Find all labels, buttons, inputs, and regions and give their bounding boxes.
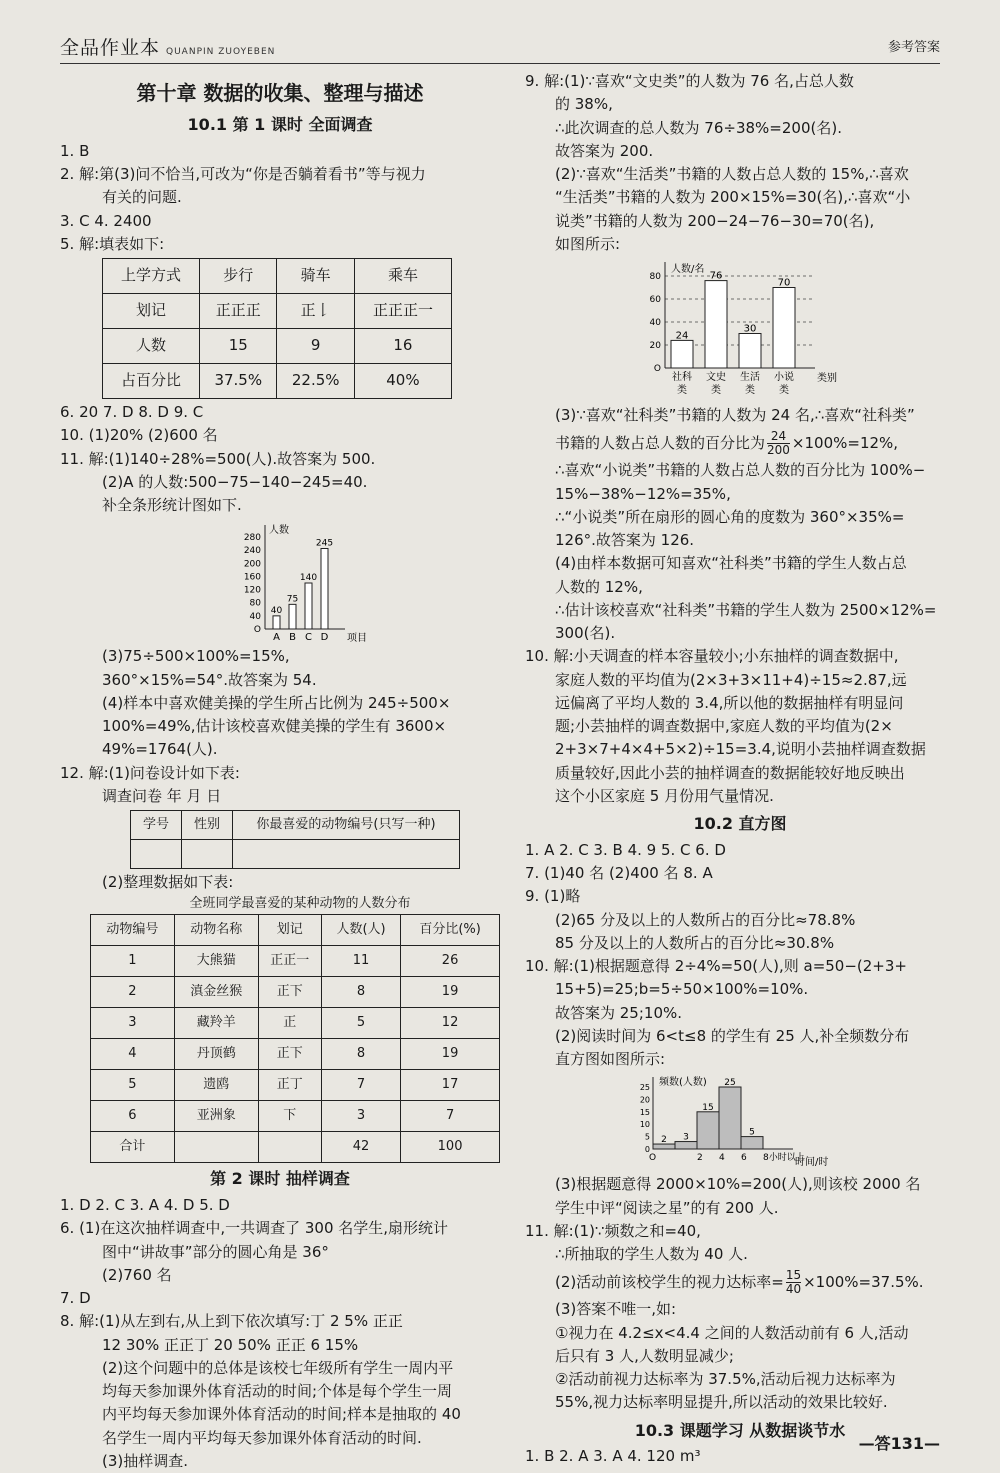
section-label: 参考答案 bbox=[887, 40, 940, 55]
table-cell: 划记 bbox=[103, 294, 200, 329]
table-cell: 人数 bbox=[103, 329, 200, 364]
answer-line: 2+3×7+4×4+5×2)÷15=3.4,说明小芸抽样调查数据 bbox=[555, 740, 926, 759]
y-tick-label: O bbox=[653, 364, 661, 374]
x-tick-label: A bbox=[273, 632, 280, 644]
y-tick-label: 25 bbox=[639, 1083, 650, 1093]
data-label: 30 bbox=[743, 323, 757, 335]
table-cell: 藏羚羊 bbox=[174, 1008, 258, 1039]
y-tick-label: 40 bbox=[649, 318, 661, 328]
data-label: 25 bbox=[724, 1078, 736, 1089]
y-tick-label: 20 bbox=[639, 1095, 650, 1105]
bar bbox=[273, 616, 280, 629]
x-tick-label: 小说 bbox=[774, 372, 794, 383]
table-cell: 下 bbox=[258, 1101, 321, 1132]
table-cell: 16 bbox=[354, 329, 451, 364]
x-tick-label: 6 bbox=[741, 1153, 747, 1164]
answer-line: (2)760 名 bbox=[102, 1265, 172, 1284]
y-axis-label: 频数(人数) bbox=[659, 1077, 707, 1089]
answer-line: 3. C 4. 2400 bbox=[60, 211, 152, 230]
table-cell: 划记 bbox=[258, 915, 321, 946]
x-tick-label: C bbox=[305, 632, 312, 644]
answer-line: (2)这个问题中的总体是该校七年级所有学生一周内平 bbox=[102, 1358, 454, 1377]
answer-line: 直方图如图所示: bbox=[555, 1050, 666, 1069]
table-row bbox=[131, 840, 460, 869]
x-tick-label: O bbox=[649, 1153, 657, 1164]
data-label: 75 bbox=[286, 594, 299, 605]
x-tick-label: 文史 bbox=[706, 372, 726, 383]
right-column bbox=[525, 70, 955, 1469]
table-cell: 26 bbox=[401, 946, 500, 977]
answer-line: 300(名). bbox=[555, 624, 616, 642]
answer-line: (2)阅读时间为 6<t≤8 的学生有 25 人,补全频数分布 bbox=[555, 1026, 910, 1045]
table-row bbox=[91, 1008, 500, 1039]
answer-line: 有关的问题. bbox=[102, 188, 182, 207]
answer-line: 85 分及以上的人数所占的百分比≈30.8% bbox=[555, 933, 835, 952]
y-tick-label: 10 bbox=[639, 1120, 650, 1130]
table-cell: 乘车 bbox=[354, 259, 451, 294]
answer-line: 均每天参加课外体育活动的时间;个体是每个学生一周 bbox=[102, 1382, 453, 1401]
answer-line: ①视力在 4.2≤x<4.4 之间的人数活动前有 6 人,活动 bbox=[555, 1323, 909, 1342]
answer-line: 后只有 3 人,人数明显减少; bbox=[555, 1346, 734, 1365]
answer-line: 12 30% 正正丁 20 50% 正正 6 15% bbox=[102, 1335, 359, 1354]
y-tick-label: 40 bbox=[249, 612, 261, 623]
table-cell: 大熊猫 bbox=[174, 946, 258, 977]
answer-line: 10. (1)20% (2)600 名 bbox=[60, 426, 218, 445]
answer-line: 1. A 2. C 3. B 4. 9 5. C 6. D bbox=[525, 840, 726, 859]
table-cell: 动物编号 bbox=[91, 915, 175, 946]
data-label: 2 bbox=[661, 1135, 667, 1146]
table-cell: 占百分比 bbox=[103, 364, 200, 399]
x-axis-label: 项目 bbox=[347, 633, 367, 645]
answer-line: 故答案为 200. bbox=[555, 141, 654, 160]
data-label: 140 bbox=[299, 573, 318, 584]
table-cell bbox=[182, 840, 233, 869]
x-tick-label: 生活 bbox=[740, 372, 760, 383]
table-cell: 3 bbox=[91, 1008, 175, 1039]
answer-line: 10. 解:(1)根据题意得 2÷4%=50(人),则 a=50−(2+3+ bbox=[525, 957, 907, 976]
answer-line: 学生中评“阅读之星”的有 200 人. bbox=[555, 1198, 779, 1217]
data-label: 24 bbox=[675, 330, 689, 342]
answer-line: 题;小芸抽样的调查数据中,家庭人数的平均值为(2× bbox=[555, 717, 893, 735]
table-cell: 正下 bbox=[258, 977, 321, 1008]
answer-line: 名学生一周内平均每天参加课外体育活动的时间. bbox=[102, 1428, 422, 1447]
table-cell: 正丁 bbox=[258, 1070, 321, 1101]
book-title: 全品作业本 QUANPIN ZUOYEBEN bbox=[60, 37, 276, 59]
y-axis-label: 人数 bbox=[269, 525, 289, 537]
x-tick-label: 类 bbox=[711, 385, 721, 396]
table-cell: 9 bbox=[277, 329, 354, 364]
table-cell: 亚洲象 bbox=[174, 1101, 258, 1132]
y-tick-label: 0 bbox=[644, 1145, 650, 1155]
y-tick-label: 5 bbox=[644, 1132, 650, 1142]
section-title-lesson-2: 第 2 课时 抽样调查 bbox=[210, 1169, 350, 1189]
table-cell: 11 bbox=[321, 946, 400, 977]
bar bbox=[305, 583, 312, 629]
answer-line: ∴喜欢“小说类”书籍的人数占总人数的百分比为 100%− bbox=[555, 461, 926, 480]
answer-line: (2)∵喜欢“生活类”书籍的人数占总人数的 15%,∴喜欢 bbox=[555, 165, 909, 183]
bar bbox=[671, 340, 693, 368]
y-tick-label: 200 bbox=[243, 559, 261, 570]
answer-line: 人数的 12%, bbox=[555, 577, 643, 596]
data-label: 5 bbox=[749, 1127, 755, 1138]
answer-line: ∴“小说类”所在扇形的圆心角的度数为 360°×35%= bbox=[555, 507, 905, 526]
table-cell bbox=[131, 840, 182, 869]
x-tick-label: B bbox=[289, 632, 296, 644]
table-row bbox=[131, 811, 460, 840]
x-tick-label: 类 bbox=[677, 385, 687, 396]
answer-line: 故答案为 25;10%. bbox=[555, 1003, 683, 1022]
answer-line: (2)活动前该校学生的视力达标率= $\frac{15}{40}$ ×100%=37.5%. bbox=[555, 1268, 924, 1297]
table-cell: 步行 bbox=[200, 259, 277, 294]
answer-line: (4)样本中喜欢健美操的学生所占比例为 245÷500× bbox=[102, 693, 451, 712]
answer-line: 11. 解:(1)∵频数之和=40, bbox=[525, 1221, 701, 1240]
table-caption: 全班同学最喜爱的某种动物的人数分布 bbox=[189, 896, 411, 912]
table-cell: 6 bbox=[91, 1101, 175, 1132]
answer-line: (4)由样本数据可知喜欢“社科类”书籍的学生人数占总 bbox=[555, 554, 907, 573]
section-title-10-1: 10.1 第 1 课时 全面调查 bbox=[187, 115, 373, 134]
x-tick-label: 4 bbox=[719, 1153, 725, 1164]
answer-line: 图中“讲故事”部分的圆心角是 36° bbox=[102, 1242, 329, 1261]
answer-line: 这个小区家庭 5 月份用气量情况. bbox=[555, 786, 774, 805]
answer-line: (3)抽样调查. bbox=[102, 1451, 189, 1470]
answer-line: 的 38%, bbox=[555, 95, 613, 114]
y-tick-label: O bbox=[253, 625, 261, 636]
table-cell: 遗鸥 bbox=[174, 1070, 258, 1101]
data-label: 76 bbox=[709, 270, 723, 282]
bar-chart-items bbox=[60, 517, 500, 645]
table-cell: 40% bbox=[354, 364, 451, 399]
answer-line: (2)A 的人数:500−75−140−245=40. bbox=[102, 472, 368, 491]
table-cell bbox=[174, 1132, 258, 1163]
answer-line: 7. (1)40 名 (2)400 名 8. A bbox=[525, 864, 713, 883]
fraction: $\frac{24}{200}$ bbox=[767, 429, 790, 458]
table-row bbox=[91, 977, 500, 1008]
bar bbox=[719, 1087, 741, 1149]
table-cell: 8 bbox=[321, 977, 400, 1008]
answer-line: 126°.故答案为 126. bbox=[555, 531, 695, 549]
answer-line: 补全条形统计图如下. bbox=[102, 496, 242, 515]
bar bbox=[675, 1142, 697, 1149]
table-row bbox=[103, 364, 452, 399]
table-cell: 学号 bbox=[131, 811, 182, 840]
fraction: $\frac{15}{40}$ bbox=[785, 1268, 802, 1297]
answer-line: 10. 解:小天调查的样本容量较小;小东抽样的调查数据中, bbox=[525, 647, 899, 666]
answer-line: (3)根据题意得 2000×10%=200(人),则该校 2000 名 bbox=[555, 1175, 921, 1194]
answer-line: (2)整理数据如下表: bbox=[102, 873, 234, 892]
table-cell: 滇金丝猴 bbox=[174, 977, 258, 1008]
table-row bbox=[91, 915, 500, 946]
y-tick-label: 120 bbox=[243, 585, 261, 596]
x-tick-label: 2 bbox=[697, 1153, 703, 1164]
bar bbox=[773, 288, 795, 369]
answer-line: 1. D 2. C 3. A 4. D 5. D bbox=[60, 1196, 230, 1215]
table-cell: 1 bbox=[91, 946, 175, 977]
table-cell: 正𠄌 bbox=[277, 294, 354, 329]
left-column bbox=[60, 70, 500, 1473]
bar bbox=[739, 334, 761, 369]
table-cell: 百分比(%) bbox=[401, 915, 500, 946]
table-cell: 7 bbox=[321, 1070, 400, 1101]
answer-line: ∴估计该校喜欢“社科类”书籍的学生人数为 2500×12%= bbox=[555, 600, 937, 619]
table-cell: 动物名称 bbox=[174, 915, 258, 946]
answer-line: ∴所抽取的学生人数为 40 人. bbox=[555, 1245, 748, 1264]
answer-line: 如图所示: bbox=[555, 234, 621, 253]
answer-line: 1. B bbox=[60, 141, 90, 160]
table-cell bbox=[233, 840, 460, 869]
answer-line: 质量较好,因此小芸的抽样调查的数据能较好地反映出 bbox=[555, 763, 905, 782]
data-label: 245 bbox=[315, 538, 334, 549]
section-title-10-3: 10.3 课题学习 从数据谈节水 bbox=[634, 1420, 846, 1440]
y-tick-label: 280 bbox=[243, 533, 261, 544]
answer-line: 8. 解:(1)从左到右,从上到下依次填写:丁 2 5% 正正 bbox=[60, 1312, 403, 1331]
table-cell: 正正一 bbox=[258, 946, 321, 977]
table-cell: 5 bbox=[91, 1070, 175, 1101]
bar bbox=[697, 1112, 719, 1149]
answer-line: 远偏离了平均人数的 3.4,所以他的数据抽样有明显问 bbox=[555, 693, 904, 712]
table-cell: 上学方式 bbox=[103, 259, 200, 294]
y-tick-label: 80 bbox=[649, 272, 661, 282]
answer-line: ②活动前视力达标率为 37.5%,活动后视力达标率为 bbox=[555, 1370, 896, 1389]
data-label: 3 bbox=[683, 1132, 689, 1143]
x-tick-label: 类 bbox=[779, 385, 789, 396]
x-tick-label: D bbox=[320, 632, 329, 644]
table-cell: 22.5% bbox=[277, 364, 354, 399]
answer-line: 12. 解:(1)问卷设计如下表: bbox=[60, 763, 240, 782]
table-cell: 合计 bbox=[91, 1132, 175, 1163]
answer-line: “生活类”书籍的人数为 200×15%=30(名),∴喜欢“小 bbox=[555, 188, 911, 207]
table-row bbox=[91, 1039, 500, 1070]
y-tick-label: 60 bbox=[649, 295, 661, 305]
answer-line: 书籍的人数占总人数的百分比为 $\frac{24}{200}$ ×100%=12%, bbox=[555, 429, 899, 458]
answer-line: (2)65 分及以上的人数所占的百分比≈78.8% bbox=[555, 910, 856, 929]
answer-line: 6. 20 7. D 8. D 9. C bbox=[60, 403, 204, 422]
section-title-10-2: 10.2 直方图 bbox=[693, 814, 787, 833]
table-row bbox=[91, 946, 500, 977]
answer-line: 15+5)=25;b=5÷50×100%=10%. bbox=[555, 980, 809, 999]
table-cell: 正正正一 bbox=[354, 294, 451, 329]
answer-line: 说类”书籍的人数为 200−24−76−30=70(名), bbox=[555, 211, 875, 230]
answer-line: 49%=1764(人). bbox=[102, 740, 218, 759]
answer-line: 调查问卷 年 月 日 bbox=[102, 786, 222, 805]
y-tick-label: 160 bbox=[243, 572, 261, 583]
table-cell: 3 bbox=[321, 1101, 400, 1132]
answer-line: 内平均每天参加课外体育活动的时间;样本是抽取的 40 bbox=[102, 1405, 461, 1424]
questionnaire-table bbox=[130, 810, 460, 869]
table-cell: 丹顶鹤 bbox=[174, 1039, 258, 1070]
answer-line: 家庭人数的平均值为(2×3+3×11+4)÷15≈2.87,远 bbox=[555, 670, 907, 689]
answer-line: 1. B 2. A 3. A 4. 120 m³ bbox=[525, 1447, 701, 1466]
answer-line: (3)75÷500×100%=15%, bbox=[102, 647, 290, 666]
table-row bbox=[103, 329, 452, 364]
commute-table bbox=[102, 258, 452, 399]
answer-line: 5. 解:填表如下: bbox=[60, 234, 165, 253]
answer-line: (3)答案不唯一,如: bbox=[555, 1300, 677, 1319]
x-axis-label: 时间/时 bbox=[795, 1157, 829, 1169]
table-row bbox=[91, 1132, 500, 1163]
table-cell: 19 bbox=[401, 977, 500, 1008]
data-label: 40 bbox=[270, 606, 283, 617]
answer-line: 15%−38%−12%=35%, bbox=[555, 484, 731, 503]
answer-line: 360°×15%=54°.故答案为 54. bbox=[102, 670, 317, 689]
y-tick-label: 80 bbox=[249, 599, 261, 610]
answer-line: 9. 解:(1)∵喜欢“文史类”的人数为 76 名,占总人数 bbox=[525, 72, 854, 90]
bar bbox=[705, 281, 727, 368]
bar bbox=[741, 1137, 763, 1149]
y-axis-label: 人数/名 bbox=[671, 264, 705, 275]
table-cell: 8 bbox=[321, 1039, 400, 1070]
table-cell: 37.5% bbox=[200, 364, 277, 399]
table-cell: 19 bbox=[401, 1039, 500, 1070]
table-cell bbox=[258, 1132, 321, 1163]
y-tick-label: 240 bbox=[243, 546, 261, 557]
table-cell: 7 bbox=[401, 1101, 500, 1132]
x-tick-label: 类 bbox=[745, 385, 755, 396]
table-cell: 2 bbox=[91, 977, 175, 1008]
table-cell: 人数(人) bbox=[321, 915, 400, 946]
page-number: —答131— bbox=[858, 1434, 940, 1453]
table-row bbox=[103, 294, 452, 329]
table-row bbox=[91, 1070, 500, 1101]
table-cell: 17 bbox=[401, 1070, 500, 1101]
chapter-title: 第十章 数据的收集、整理与描述 bbox=[136, 81, 424, 105]
table-cell: 正 bbox=[258, 1008, 321, 1039]
answer-line: 100%=49%,估计该校喜欢健美操的学生有 3600× bbox=[102, 717, 447, 736]
data-label: 15 bbox=[702, 1103, 714, 1114]
histogram-reading-time bbox=[525, 1071, 955, 1173]
x-axis-label: 类别 bbox=[817, 373, 837, 384]
answer-line: ∴此次调查的总人数为 76÷38%=200(名). bbox=[555, 118, 842, 137]
answer-line: 6. (1)在这次抽样调查中,一共调查了 300 名学生,扇形统计 bbox=[60, 1219, 449, 1238]
animal-table bbox=[90, 914, 500, 1163]
bar bbox=[321, 549, 328, 630]
answer-line: (3)∵喜欢“社科类”书籍的人数为 24 名,∴喜欢“社科类” bbox=[555, 406, 915, 424]
table-cell: 12 bbox=[401, 1008, 500, 1039]
answer-line: 11. 解:(1)140÷28%=500(人).故答案为 500. bbox=[60, 449, 376, 468]
table-row bbox=[103, 259, 452, 294]
table-cell: 42 bbox=[321, 1132, 400, 1163]
table-cell: 骑车 bbox=[277, 259, 354, 294]
table-cell: 100 bbox=[401, 1132, 500, 1163]
table-cell: 正正正 bbox=[200, 294, 277, 329]
table-row bbox=[91, 1101, 500, 1132]
answer-line: 55%,视力达标率明显提升,所以活动的效果比较好. bbox=[555, 1393, 888, 1412]
table-cell: 正下 bbox=[258, 1039, 321, 1070]
answer-line: 7. D bbox=[60, 1289, 91, 1308]
answer-line: 2. 解:第(3)问不恰当,可改为“你是否躺着看书”等与视力 bbox=[60, 165, 426, 184]
table-cell: 5 bbox=[321, 1008, 400, 1039]
table-cell: 4 bbox=[91, 1039, 175, 1070]
table-cell: 性别 bbox=[182, 811, 233, 840]
x-tick-label: 8小时以上 bbox=[763, 1153, 805, 1164]
book-subtitle: QUANPIN ZUOYEBEN bbox=[166, 47, 276, 57]
y-tick-label: 15 bbox=[639, 1108, 650, 1118]
bar-chart-categories bbox=[525, 256, 955, 404]
bar bbox=[289, 605, 296, 630]
answer-line: 9. (1)略 bbox=[525, 887, 581, 906]
table-cell: 15 bbox=[200, 329, 277, 364]
x-tick-label: 社科 bbox=[672, 372, 692, 383]
y-tick-label: 20 bbox=[649, 341, 661, 351]
table-cell: 你最喜爱的动物编号(只写一种) bbox=[233, 811, 460, 840]
data-label: 70 bbox=[777, 277, 791, 289]
header-divider bbox=[60, 63, 940, 64]
